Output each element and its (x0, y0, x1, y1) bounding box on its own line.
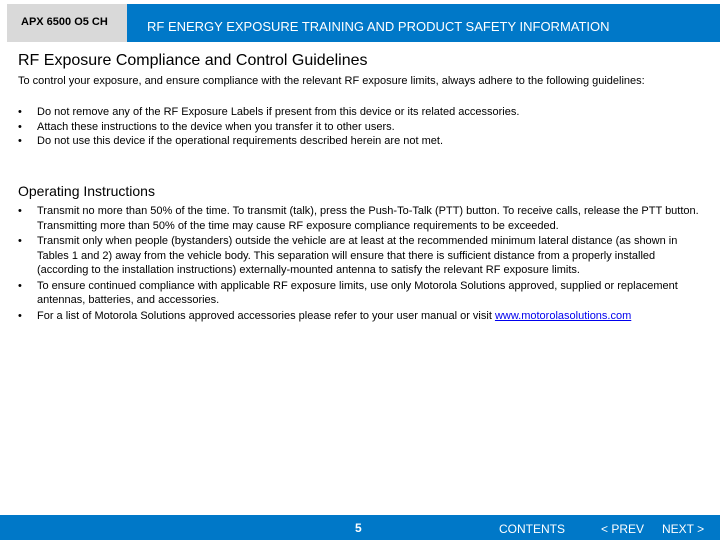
section2-title: Operating Instructions (18, 183, 155, 199)
list-item-text: Do not remove any of the RF Exposure Labels if present from this device or its related accessories. (37, 106, 520, 118)
bullet-icon: • (18, 120, 22, 133)
list-item (18, 279, 704, 308)
bullet-icon: • (18, 309, 22, 322)
list-item (18, 134, 708, 149)
list-item-text: Transmit only when people (bystanders) outside the vehicle are at least at the recommended minimum lateral distance (as shown in Tables 1 and 2) away from the vehicle body. This separation will ensure that there is sufficient distance from a properly installed (according to the installation instructions) externally-mounted antenna to satisfy the relevant RF exposure limits. (37, 235, 678, 276)
list-item (18, 234, 704, 278)
list-item-text: Transmit no more than 50% of the time. To transmit (talk), press the Push-To-Talk (PTT) button. To receive calls, release the PTT button. Transmitting more than 50% of the time may cause RF exposure compliance requirements to be exceeded. (37, 205, 699, 232)
list-item (18, 105, 708, 120)
list-item-text: Do not use this device if the operational requirements described herein are not met. (37, 135, 444, 147)
list-item (18, 120, 708, 135)
model-label-box (7, 4, 127, 42)
next-link[interactable]: NEXT > (662, 522, 705, 536)
guidelines-list (18, 105, 708, 149)
prev-link[interactable]: < PREV (601, 522, 645, 536)
header (0, 0, 720, 46)
bullet-icon: • (18, 235, 22, 247)
motorola-website-link[interactable]: www.motorolasolutions.com (494, 309, 632, 322)
contents-link[interactable]: CONTENTS (499, 522, 565, 536)
list-item-text: Attach these instructions to the device when you transfer it to other users. (37, 120, 395, 133)
page-number: 5 (355, 521, 362, 535)
bullet-icon: • (18, 106, 22, 118)
model-label: APX 6500 O5 CH (21, 16, 108, 28)
bullet-icon: • (18, 135, 22, 147)
header-title-bar (127, 4, 720, 42)
bullet-icon: • (18, 205, 22, 217)
list-item-text: To ensure continued compliance with applicable RF exposure limits, use only Motorola Solutions approved, supplied or replacement antennas, batteries, and accessories. (37, 279, 678, 306)
header-title: RF ENERGY EXPOSURE TRAINING AND PRODUCT SAFETY INFORMATION (147, 19, 610, 34)
section1-intro: To control your exposure, and ensure compliance with the relevant RF exposure limits, always adhere to the following guidelines: (18, 75, 645, 87)
section1-title: RF Exposure Compliance and Control Guidelines (18, 52, 368, 69)
list-item (18, 309, 704, 324)
bullet-icon: • (18, 279, 22, 292)
list-item (18, 204, 704, 233)
list-item-text: For a list of Motorola Solutions approved accessories please refer to your user manual or visit (37, 309, 495, 322)
operating-instructions-list (18, 204, 704, 324)
footer-bar (0, 515, 720, 540)
